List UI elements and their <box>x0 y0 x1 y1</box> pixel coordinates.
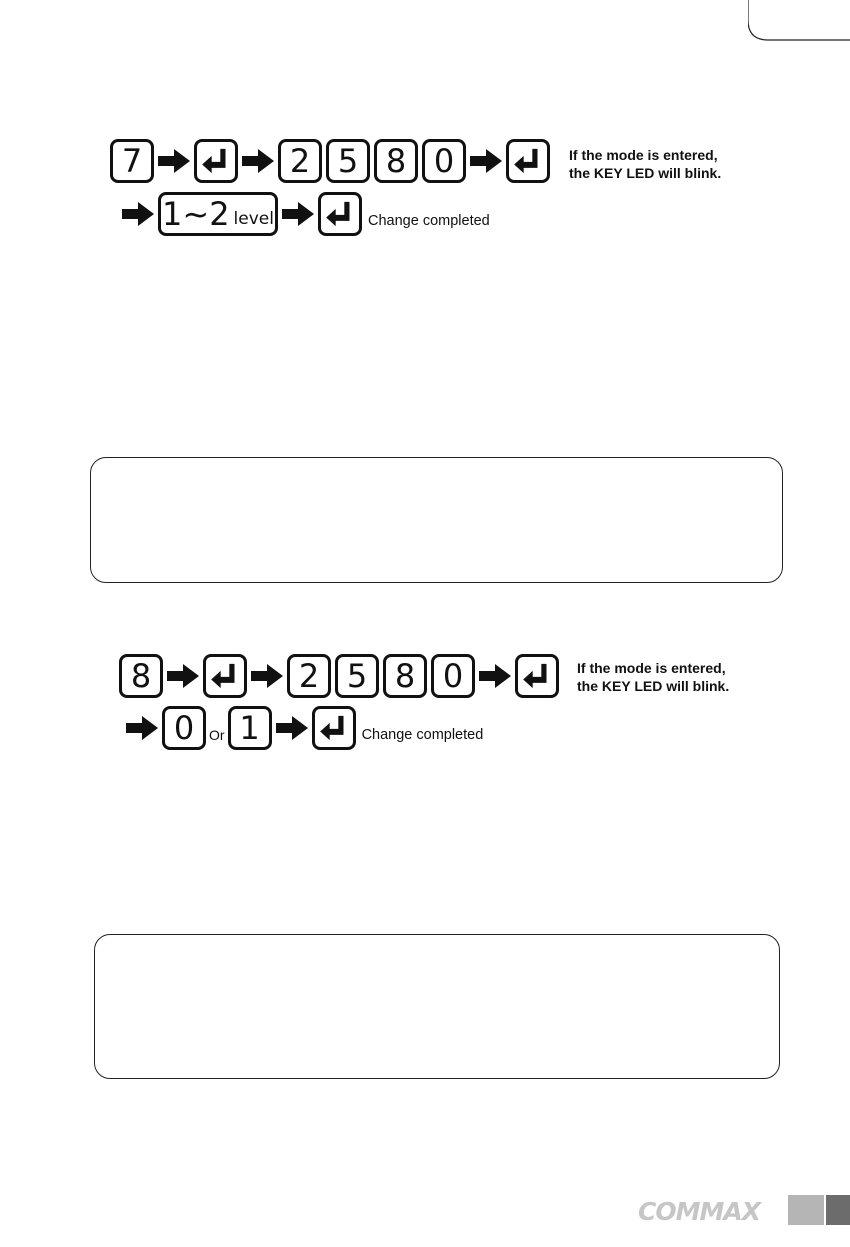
section2-sequence-row1 <box>119 654 559 698</box>
change-completed-label: Change completed <box>368 213 490 229</box>
section2-sequence-row2 <box>122 706 483 750</box>
key-5: 5 <box>326 139 370 183</box>
note-line1: If the mode is entered, <box>577 660 726 676</box>
enter-key-icon <box>194 139 238 183</box>
key-0: 0 <box>422 139 466 183</box>
enter-key-icon <box>515 654 559 698</box>
key-2: 2 <box>278 139 322 183</box>
arrow-right-icon <box>158 149 190 173</box>
level-range-value: 1~2 <box>162 195 230 233</box>
arrow-right-icon <box>276 716 308 740</box>
key-7: 7 <box>110 139 154 183</box>
arrow-right-icon <box>167 664 199 688</box>
note-box-2 <box>94 934 780 1079</box>
level-range-key <box>158 192 278 236</box>
key-0-option: 0 <box>162 706 206 750</box>
enter-key-icon <box>312 706 356 750</box>
mode-entered-note <box>569 146 721 182</box>
section1-sequence-row2 <box>118 192 490 236</box>
commax-logo: COMMAX <box>638 1197 760 1226</box>
or-label: Or <box>209 727 225 743</box>
note-line2: the KEY LED will blink. <box>569 165 722 181</box>
page-corner-line <box>748 0 850 60</box>
note-box-1 <box>90 457 783 583</box>
note-line2: the KEY LED will blink. <box>577 678 730 694</box>
key-1-option: 1 <box>228 706 272 750</box>
key-8: 8 <box>374 139 418 183</box>
arrow-right-icon <box>479 664 511 688</box>
page-tab-dark <box>826 1195 850 1225</box>
enter-key-icon <box>506 139 550 183</box>
enter-key-icon <box>318 192 362 236</box>
mode-entered-note <box>577 659 729 695</box>
enter-key-icon <box>203 654 247 698</box>
key-5: 5 <box>335 654 379 698</box>
arrow-right-icon <box>470 149 502 173</box>
note-line1: If the mode is entered, <box>569 147 718 163</box>
arrow-right-icon <box>242 149 274 173</box>
arrow-right-icon <box>126 716 158 740</box>
key-0: 0 <box>431 654 475 698</box>
arrow-right-icon <box>282 202 314 226</box>
level-unit: level <box>233 208 274 229</box>
section1-sequence-row1 <box>110 139 550 183</box>
page-tab-light <box>788 1195 824 1225</box>
key-8: 8 <box>383 654 427 698</box>
key-8: 8 <box>119 654 163 698</box>
key-2: 2 <box>287 654 331 698</box>
arrow-right-icon <box>122 202 154 226</box>
arrow-right-icon <box>251 664 283 688</box>
change-completed-label: Change completed <box>361 727 484 743</box>
